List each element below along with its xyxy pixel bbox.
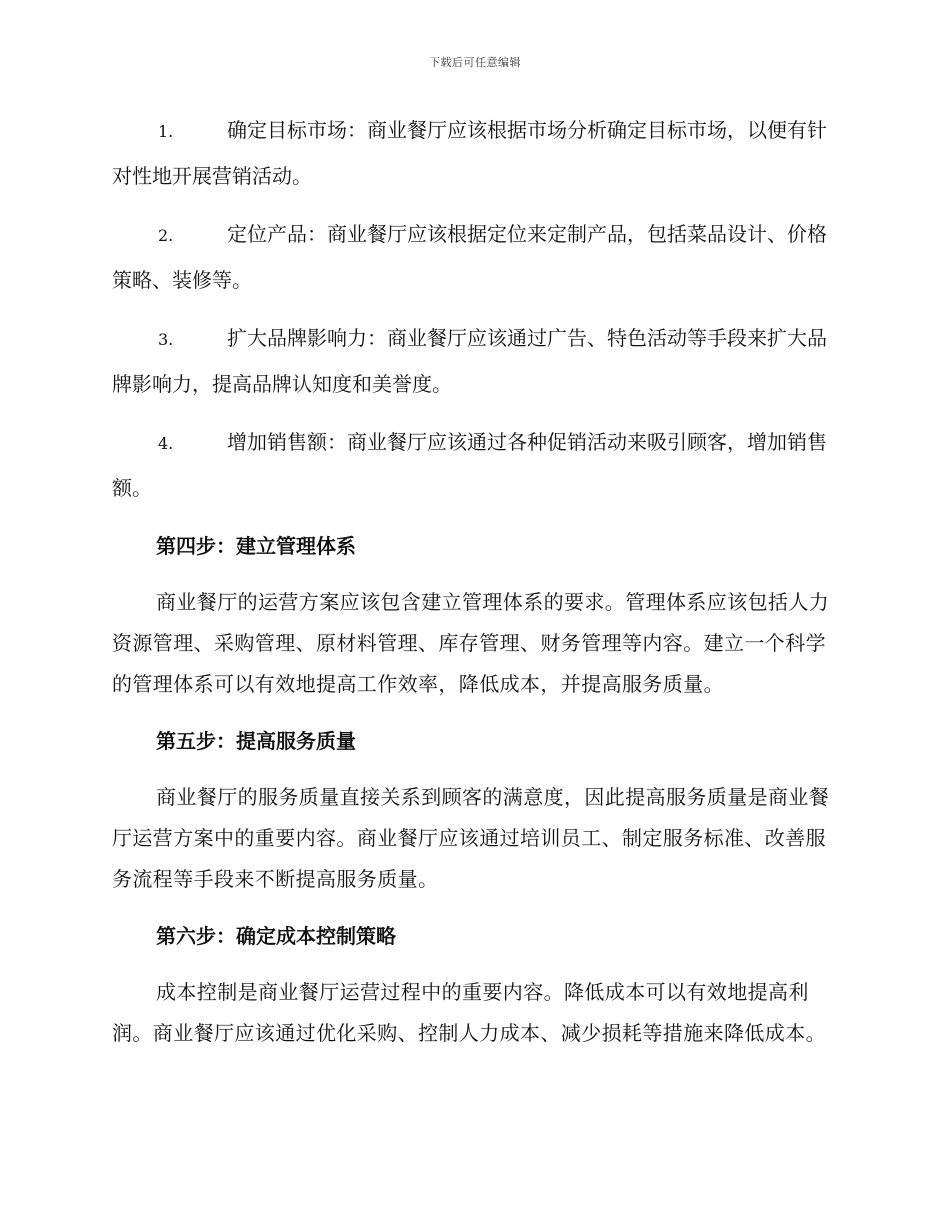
list-item: [112, 212, 832, 302]
section-heading-step-5: 第五步：提高服务质量: [156, 729, 356, 753]
list-item-text: 扩大品牌影响力：商业餐厅应该通过广告、特色活动等手段来扩大品牌影响力，提高品牌认知度和美誉度。: [112, 326, 827, 396]
section-heading-step-6: 第六步：确定成本控制策略: [156, 924, 396, 948]
section-paragraph-step-6: 成本控制是商业餐厅运营过程中的重要内容。降低成本可以有效地提高利润。商业餐厅应该通过优化采购、控制人力成本、减少损耗等措施来降低成本。: [112, 980, 826, 1045]
list-item-text: 定位产品：商业餐厅应该根据定位来定制产品，包括菜品设计、价格策略、装修等。: [112, 222, 827, 292]
list-item: [112, 108, 832, 198]
list-item-number: 2.: [158, 226, 174, 245]
list-item: [112, 420, 832, 510]
list-item-text: 确定目标市场：商业餐厅应该根据市场分析确定目标市场，以便有针对性地开展营销活动。: [112, 118, 827, 188]
list-item: [112, 316, 832, 406]
section-paragraph-step-5: 商业餐厅的服务质量直接关系到顾客的满意度，因此提高服务质量是商业餐厅运营方案中的重要内容。商业餐厅应该通过培训员工、制定服务标准、改善服务流程等手段来不断提高服务质量。: [112, 785, 830, 891]
list-item-number: 1.: [158, 122, 174, 141]
header-note: 下载后可任意编辑: [429, 56, 521, 69]
list-item-number: 3.: [158, 330, 174, 349]
document-body: [112, 108, 832, 1068]
section-heading-step-4: 第四步：建立管理体系: [156, 534, 356, 558]
section-paragraph-step-4: 商业餐厅的运营方案应该包含建立管理体系的要求。管理体系应该包括人力资源管理、采购管理、原材料管理、库存管理、财务管理等内容。建立一个科学的管理体系可以有效地提高工作效率，降低成本，并提高服务质量。: [112, 590, 830, 696]
list-item-text: 增加销售额：商业餐厅应该通过各种促销活动来吸引顾客，增加销售额。: [112, 430, 827, 500]
list-item-number: 4.: [158, 434, 174, 453]
